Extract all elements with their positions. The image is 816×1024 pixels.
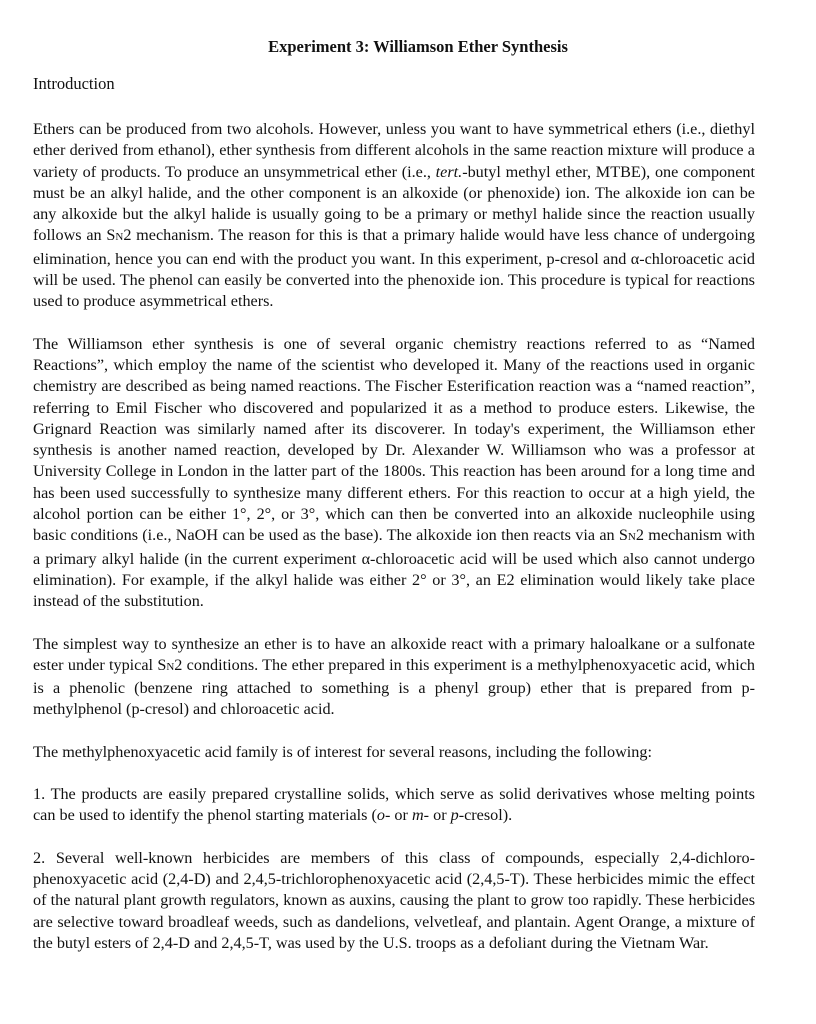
paragraph-text: The Williamson ether synthesis is one of several organic chemistry reactions referred to as “Named Reactions”, which employ the name of the scientist who developed it. Many of the reactions used in organic chemistry are described as being named reactions. The Fischer Esterification reaction was a “named reaction”, referring to Emil Fischer who discovered and popularized it as a method to produce esters. Likewise, the Grignard Reaction was similarly named after its discoverer. In today's experiment, the Williamson ether synthesis is another named reaction, developed by Dr. Alexander W. Williamson who was a professor at University College in London in the latter part of the 1800s. This reaction has been around for a long time and has been used successfully to synthesize many different ethers. For this reaction to occur at a high yield, the alcohol portion can be either 1°, 2°, or 3°, which can then be converted into an alkoxide nucleophile using basic conditions (i.e., NaOH can be used as the base). The alkoxide ion then reacts via an S — [33, 334, 755, 545]
paragraph-intro — [33, 119, 755, 313]
paragraph-family-interest: The methylphenoxyacetic acid family is of interest for several reasons, including the following: — [33, 742, 652, 761]
paragraph-simplest-way — [33, 634, 755, 721]
paragraph-named-reactions — [33, 334, 755, 613]
italic-text: m- — [411, 806, 430, 825]
italic-text: p- — [450, 806, 465, 825]
paragraph-text: or — [429, 806, 451, 825]
small-caps-text: N — [627, 531, 636, 544]
italic-text: o- — [376, 806, 391, 825]
paragraph-text: The simplest way to synthesize an ether is to have an alkoxide react with a primary haloalkane or a sulfonate ester under typical S — [33, 634, 755, 674]
small-caps-text: N — [115, 231, 124, 244]
paragraph-text: or — [390, 806, 412, 825]
list-item-1 — [33, 784, 755, 827]
section-heading: Introduction — [33, 74, 115, 93]
document-title: Experiment 3: Williamson Ether Synthesis — [268, 37, 568, 56]
paragraph-text: -butyl methyl ether, MTBE), one component must be an alkyl halide, and the other component is an alkoxide (or phenoxide) ion. The alkoxide ion can be any alkoxide but the alkyl halide is usually going to be a primary or methyl halide since the reaction usually follows an S — [33, 162, 756, 245]
paragraph-text: 2 mechanism with a primary alkyl halide (in the current experiment α-chloroacetic acid will be used which also cannot undergo elimination). For example, if the alkyl halide was either 2° or 3°, an E2 elimination would likely take place instead of the substitution. — [33, 526, 756, 611]
paragraph-text: 1. The products are easily prepared crystalline solids, which serve as solid derivatives whose melting points can be used to identify the phenol starting materials ( — [33, 785, 755, 825]
list-item-2: 2. Several well-known herbicides are members of this class of compounds, especially 2,4-dichloro-phenoxyacetic acid (2,4-D) and 2,4,5-trichlorophenoxyacetic acid (2,4,5-T). These herbicides mimic the effect of the natural plant growth regulators, known as auxins, causing the plant to grow too rapidly. These herbicides are selective toward broadleaf weeds, such as dandelions, velvetleaf, and plantain. Agent Orange, a mixture of the butyl esters of 2,4-D and 2,4,5-T, was used by the U.S. troops as a defoliant during the Vietnam War. — [33, 848, 755, 952]
paragraph-text: 2 mechanism. The reason for this is that a primary halide would have less chance of undergoing elimination, hence you can end with the product you want. In this experiment, p-cresol and α-chloroacetic acid will be used. The phenol can easily be converted into the phenoxide ion. This procedure is typical for reactions used to produce asymmetrical ethers. — [33, 226, 755, 311]
document-page — [33, 0, 755, 954]
paragraph-text: 2 conditions. The ether prepared in this experiment is a methylphenoxyacetic acid, which is a phenolic (benzene ring attached to something is a phenyl group) ether that is prepared from p-methylphenol (p-cresol) and chloroacetic acid. — [33, 655, 755, 719]
paragraph-text: Ethers can be produced from two alcohols. However, unless you want to have symmetrical ethers (i.e., diethyl ether derived from ethanol), ether synthesis from different alcohols in the same reaction mixture will produce a variety of products. To produce an unsymmetrical ether (i.e., — [33, 120, 755, 181]
small-caps-text: N — [166, 660, 175, 673]
paragraph-text: cresol). — [464, 806, 513, 825]
italic-text: tert. — [435, 162, 463, 181]
